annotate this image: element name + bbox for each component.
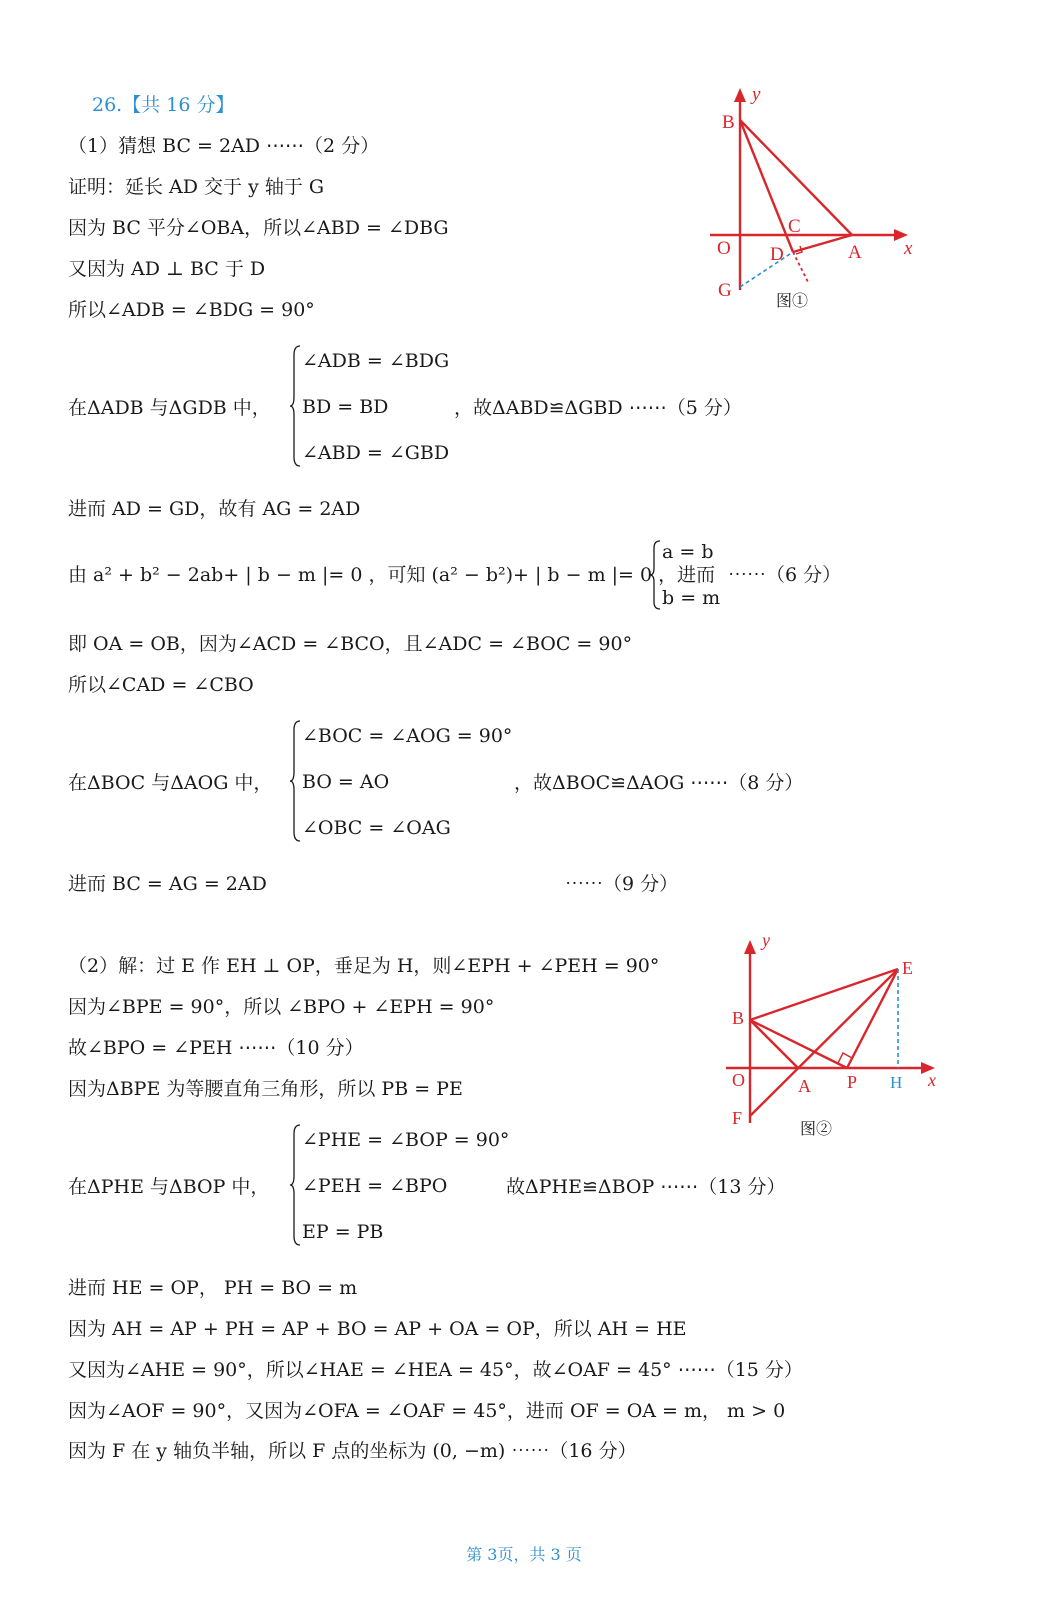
figure-2-caption: 图② [800,1121,833,1138]
system2-row: b = m [662,587,721,609]
figure-1-diagram [700,82,930,322]
label-O: O [717,238,731,259]
system2-score: ⋯⋯（6 分） [728,564,842,586]
brace-icon [290,718,302,844]
part2-line: 因为∠AOF = 90°，又因为∠OFA = ∠OAF = 45°，进而 OF = OA = m， m > 0 [68,1400,786,1422]
system4-row: EP = PB [302,1221,384,1243]
system4-row: ∠PEH = ∠BPO [302,1175,448,1197]
segment-BD [740,120,793,252]
system4-label: 在ΔPHE 与ΔBOP 中， [68,1176,270,1198]
part1-line: 进而 AD = GD，故有 AG = 2AD [68,498,361,520]
label-A: A [848,242,862,263]
label-A: A [798,1076,811,1096]
part1-line: 所以∠CAD = ∠CBO [68,674,254,696]
part1-line: 所以∠ADB = ∠BDG = 90° [68,299,315,321]
system2 [650,538,730,612]
part1-line: 即 OA = OB，因为∠ACD = ∠BCO，且∠ADC = ∠BOC = 90° [68,633,633,655]
label-F: F [732,1108,743,1128]
page-footer: 第 3页，共 3 页 [466,1545,582,1564]
system4-row: ∠PHE = ∠BOP = 90° [302,1129,510,1151]
segment-GD [740,252,793,287]
system3-row: ∠OBC = ∠OAG [302,817,451,839]
label-G: G [718,280,732,301]
figure-1-caption: 图① [776,293,809,310]
label-B: B [722,112,735,133]
label-x: x [928,1070,936,1090]
system4 [290,1122,510,1248]
part2-line: 故∠BPO = ∠PEH ⋯⋯（10 分） [68,1037,364,1059]
figure-2-diagram [720,928,950,1148]
segment-BP [750,1020,847,1068]
arrow-icon [734,88,746,102]
figure-2 [720,928,950,1153]
label-y: y [762,930,770,950]
label-D: D [770,244,784,265]
label-E: E [902,958,913,978]
system1-row: ∠ADB = ∠BDG [302,350,450,372]
system1-conclusion: ，故ΔABD≌ΔGBD ⋯⋯（5 分） [454,397,742,419]
part1-result: 进而 BC = AG = 2AD [68,873,267,895]
system1-label: 在ΔADB 与ΔGDB 中， [68,397,271,419]
label-B: B [732,1008,745,1028]
part2-line: 又因为∠AHE = 90°，所以∠HAE = ∠HEA = 45°，故∠OAF = 45° ⋯⋯（15 分） [68,1359,803,1381]
label-P: P [847,1072,858,1092]
extension-line [793,252,808,282]
segment-BA [750,1020,798,1068]
part2-final: 因为 F 在 y 轴负半轴，所以 F 点的坐标为 (0, −m) ⋯⋯（16 分） [68,1440,637,1462]
figure-1 [700,82,930,327]
arrow-icon [744,940,756,954]
part1-line: 又因为 AD ⊥ BC 于 D [68,258,266,280]
brace-icon [650,538,662,612]
part2-line: 因为∠BPE = 90°，所以 ∠BPO + ∠EPH = 90° [68,996,495,1018]
label-O: O [732,1070,745,1090]
label-x: x [904,238,913,259]
system3-conclusion: ，故ΔBOC≌ΔAOG ⋯⋯（8 分） [514,772,804,794]
system1-row: ∠ABD = ∠GBD [302,442,450,464]
part1-proof-start: 证明：延长 AD 交于 y 轴于 G [68,176,325,198]
part2-line: 进而 HE = OP， PH = BO = m [68,1277,358,1299]
part1-equation: 由 a² + b² − 2ab+ | b − m |= 0 ，可知 (a² − b²)+ | b − m |= 0 ，进而 [68,564,716,586]
label-y: y [752,84,761,105]
brace-icon [290,343,302,469]
part1-result-score: ⋯⋯（9 分） [565,873,679,895]
label-C: C [788,216,801,237]
system3-row: ∠BOC = ∠AOG = 90° [302,725,513,747]
system3-row: BO = AO [302,771,390,793]
part2-line: 因为ΔBPE 为等腰直角三角形，所以 PB = PE [68,1078,463,1100]
part2-start: （2）解：过 E 作 EH ⊥ OP，垂足为 H，则∠EPH + ∠PEH = 90° [68,955,660,977]
question-number: 26.【共 16 分】 [92,94,235,116]
label-H: H [890,1073,903,1092]
system3-label: 在ΔBOC 与ΔAOG 中， [68,772,273,794]
system1-row: BD = BD [302,396,389,418]
system2-row: a = b [662,541,714,563]
part1-guess: （1）猜想 BC = 2AD ⋯⋯（2 分） [68,135,380,157]
part1-line: 因为 BC 平分∠OBA，所以∠ABD = ∠DBG [68,217,449,239]
system3 [290,718,513,844]
brace-icon [290,1122,302,1248]
system4-conclusion: 故ΔPHE≌ΔBOP ⋯⋯（13 分） [506,1176,786,1198]
part2-line: 因为 AH = AP + PH = AP + BO = AP + OA = OP，所以 AH = HE [68,1318,687,1340]
